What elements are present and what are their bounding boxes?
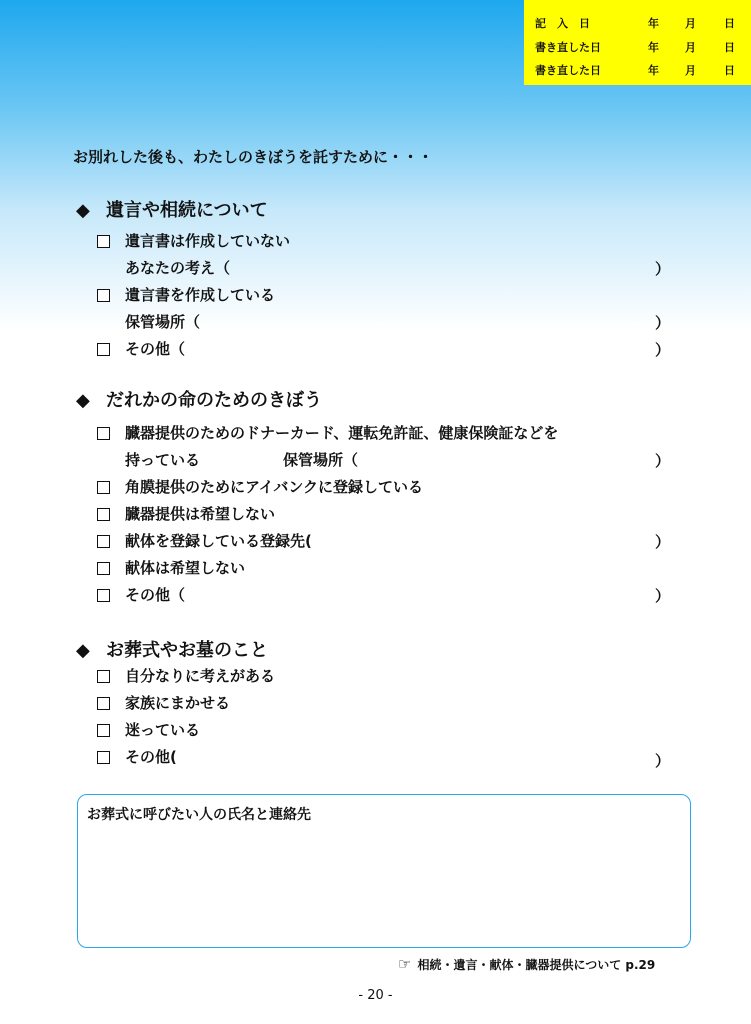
checkbox-will-made[interactable] [97,289,110,302]
reference-link [398,955,655,973]
close-paren: ） [655,452,671,470]
close-paren: ） [655,533,671,551]
option-label: 臓器提供は希望しない [125,505,276,523]
checkbox-eye-bank[interactable] [97,481,110,494]
section-heading-text: お葬式やお墓のこと [106,640,268,661]
option-label: 保管場所（ [125,313,201,331]
pointing-hand-icon: ☞ [398,955,412,973]
section-heading-donation [76,386,322,412]
option-label: 遺言書は作成していない [125,232,291,250]
section-heading-funeral [76,636,268,662]
close-paren: ） [655,314,671,332]
option-label: 迷っている [125,721,201,739]
date-row-recorded [524,15,751,35]
checkbox-no-will[interactable] [97,235,110,248]
section-heading-text: だれかの命のためのきぼう [106,390,322,411]
option-label: その他( [125,748,177,766]
year-label: 年 [648,64,659,77]
day-label: 日 [724,64,735,77]
record-date-box [524,0,751,85]
month-label: 月 [685,41,696,54]
section-heading-will [76,196,268,222]
day-label: 日 [724,17,735,30]
option-label: その他（ [125,586,186,604]
intro-text: お別れした後も、わたしのきぼうを託すために・・・ [73,148,434,166]
funeral-invitees-box[interactable] [77,794,691,948]
date-row-label: 書き直した日 [535,41,601,54]
checkbox-donor-card[interactable] [97,427,110,440]
option-label: その他（ [125,340,186,358]
option-label: 自分なりに考えがある [125,667,276,685]
checkbox-funeral-other[interactable] [97,751,110,764]
option-label: 角膜提供のためにアイバンクに登録している [125,478,424,496]
diamond-icon: ◆ [76,640,90,661]
reference-text: 相続・遺言・献体・臓器提供について p.29 [417,958,656,972]
date-row-rewritten-1 [524,39,751,59]
option-label: 献体を登録している登録先( [125,532,312,550]
option-label: 遺言書を作成している [125,286,276,304]
checkbox-own-ideas[interactable] [97,670,110,683]
month-label: 月 [685,17,696,30]
date-row-label: 書き直した日 [535,64,601,77]
close-paren: ） [655,341,671,359]
option-label: 保管場所（ [283,451,359,469]
diamond-icon: ◆ [76,200,90,221]
section-heading-text: 遺言や相続について [106,200,268,221]
date-row-label: 記 入 日 [535,17,590,30]
close-paren: ） [655,587,671,605]
option-label: 献体は希望しない [125,559,246,577]
option-label: あなたの考え（ [125,259,231,277]
year-label: 年 [648,41,659,54]
option-label: 臓器提供のためのドナーカード、運転免許証、健康保険証などを [125,424,559,442]
close-paren: ） [655,260,671,278]
checkbox-no-body-donation[interactable] [97,562,110,575]
date-row-rewritten-2 [524,62,751,82]
checkbox-body-donation-registered[interactable] [97,535,110,548]
checkbox-donation-other[interactable] [97,589,110,602]
checkbox-undecided[interactable] [97,724,110,737]
month-label: 月 [685,64,696,77]
checkbox-will-other[interactable] [97,343,110,356]
option-label: 持っている [125,451,201,469]
option-label: 家族にまかせる [125,694,231,712]
diamond-icon: ◆ [76,390,90,411]
page-number: - 20 - [358,988,393,1003]
day-label: 日 [724,41,735,54]
checkbox-no-organ-donation[interactable] [97,508,110,521]
close-paren: ） [655,752,671,770]
checkbox-leave-to-family[interactable] [97,697,110,710]
year-label: 年 [648,17,659,30]
note-box-title: お葬式に呼びたい人の氏名と連絡先 [87,807,311,823]
